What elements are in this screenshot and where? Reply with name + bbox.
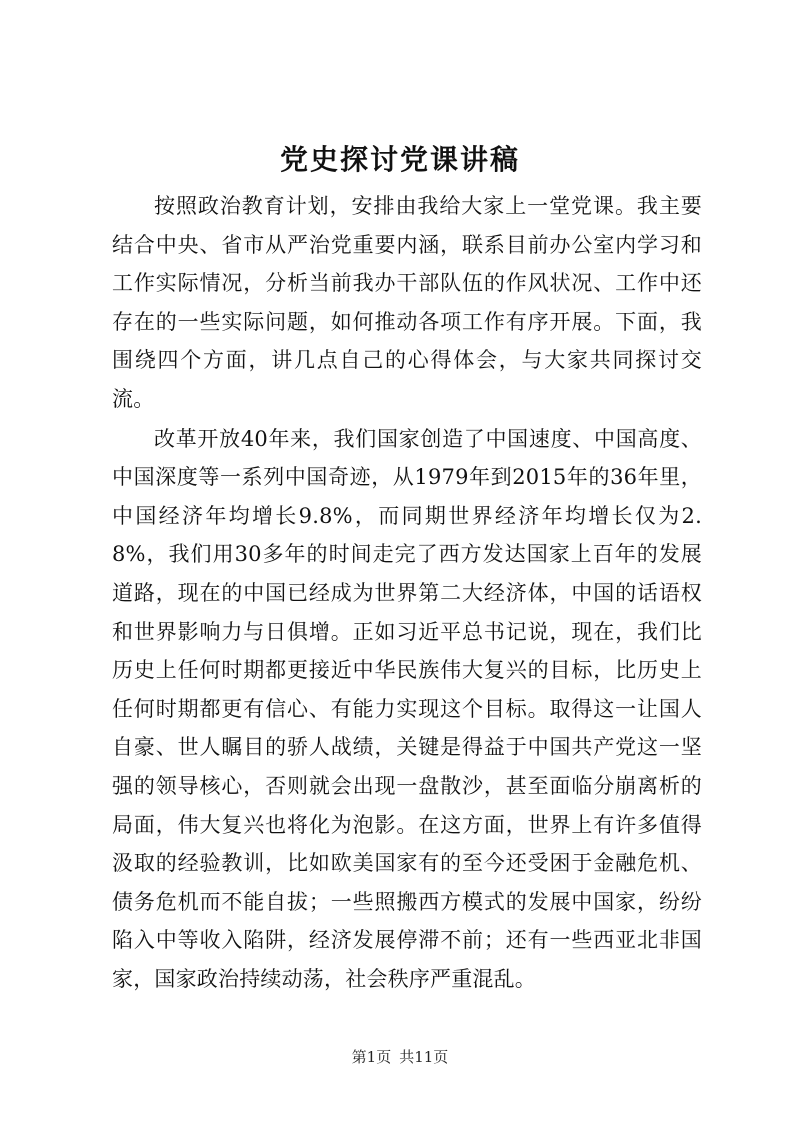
document-body xyxy=(112,187,702,998)
page-number: 第1页 xyxy=(351,1048,392,1066)
paragraph-reform: 改革开放40年来，我们国家创造了中国速度、中国高度、中国深度等一系列中国奇迹，从1979年到2015年的36年里，中国经济年均增长9.8%，而同期世界经济年均增长仅为2.8%，我们用30多年的时间走完了西方发达国家上百年的发展道路，现在的中国已经成为世界第二大经济体，中国的话语权和世界影响力与日俱增。正如习近平总书记说，现在，我们比历史上任何时期都更接近中华民族伟大复兴的目标，比历史上任何时期都更有信心、有能力实现这个目标。取得这一让国人自豪、世人瞩目的骄人战绩，关键是得益于中国共产党这一坚强的领导核心，否则就会出现一盘散沙，甚至面临分崩离析的局面，伟大复兴也将化为泡影。在这方面，世界上有许多值得汲取的经验教训，比如欧美国家有的至今还受困于金融危机、债务危机而不能自拔；一些照搬西方模式的发展中国家，纷纷陷入中等收入陷阱，经济发展停滞不前；还有一些西亚北非国家，国家政治持续动荡，社会秩序严重混乱。 xyxy=(112,426,702,991)
document-title: 党史探讨党课讲稿 xyxy=(279,143,520,176)
page-total: 共11页 xyxy=(399,1048,449,1066)
paragraph-intro: 按照政治教育计划，安排由我给大家上一堂党课。我主要结合中央、省市从严治党重要内涵，联系目前办公室内学习和工作实际情况，分析当前我办干部队伍的作风状况、工作中还存在的一些实际问题，如何推动各项工作有序开展。下面，我围绕四个方面，讲几点自己的心得体会，与大家共同探讨交流。 xyxy=(112,194,702,411)
page-footer xyxy=(0,1047,800,1067)
